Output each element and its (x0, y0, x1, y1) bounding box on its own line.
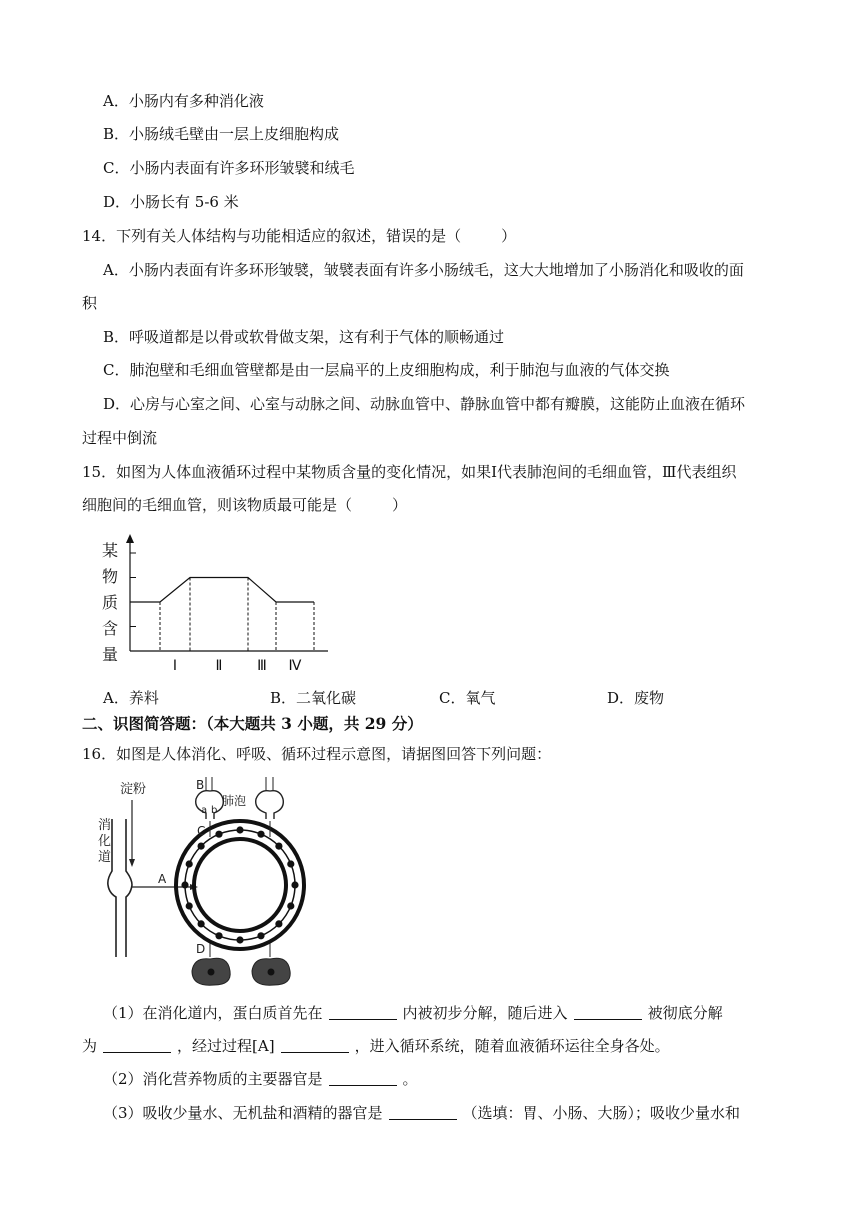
blood-cell (275, 843, 282, 850)
blood-cell (287, 860, 294, 867)
substance-curve (130, 578, 314, 603)
q13-option-b: B．小肠绒毛壁由一层上皮细胞构成 (103, 125, 340, 143)
segment-label: Ⅰ (172, 658, 178, 674)
y-label-char: 某 (102, 541, 119, 560)
tissue-nucleus-left (208, 969, 215, 976)
label-starch: 淀粉 (120, 782, 147, 797)
q15-option-a: A．养料 (103, 689, 159, 707)
y-label-char: 量 (102, 645, 119, 664)
label-a-small: a (201, 805, 208, 816)
blood-cell (236, 936, 243, 943)
label-c: C (197, 824, 206, 838)
answer-blank-2[interactable] (574, 1005, 642, 1020)
digestive-tract (108, 819, 132, 957)
blood-cell (186, 902, 193, 909)
q16-stem: 16．如图是人体消化、呼吸、循环过程示意图，请据图回答下列问题： (82, 745, 552, 763)
q15-stem: 15．如图为人体血液循环过程中某物质含量的变化情况，如果Ⅰ代表肺泡间的毛细血管，Ⅲ代表组织 (82, 463, 737, 481)
blood-cell (215, 932, 222, 939)
alveolus-right (256, 791, 284, 819)
label-tract-3: 道 (98, 850, 112, 865)
q14-stem: 14．下列有关人体结构与功能相适应的叙述，错误的是（ ） (82, 227, 517, 245)
y-label-char: 含 (102, 619, 119, 638)
q14-option-b: B．呼吸道都是以骨或软骨做支架，这有利于气体的顺畅通过 (103, 328, 505, 346)
label-alveolus: 肺泡 (222, 794, 247, 808)
label-b: B (196, 778, 205, 792)
q15-stem-cont: 细胞间的毛细血管，则该物质最可能是（ ） (82, 496, 408, 514)
segment-labels (173, 658, 302, 674)
tissue-nucleus-right (268, 969, 275, 976)
y-axis-label (102, 541, 118, 664)
q14-option-d: D．心房与心室之间、心室与动脉之间、动脉血管中、静脉血管中都有瓣膜，这能防止血液在循环 (103, 395, 746, 413)
answer-blank-3[interactable] (103, 1038, 171, 1053)
segment-label: Ⅲ (257, 658, 267, 674)
answer-blank-5[interactable] (329, 1071, 397, 1086)
segment-dividers (160, 578, 314, 652)
label-a: A (158, 872, 167, 886)
q15-option-b: B．二氧化碳 (270, 689, 357, 707)
blood-cells (181, 826, 298, 943)
q16-part1: （1）在消化道内，蛋白质首先在 内被初步分解，随后进入 被彻底分解 (103, 1004, 723, 1022)
blood-cell (236, 826, 243, 833)
answer-blank-6[interactable] (389, 1105, 457, 1120)
section-heading: 二、识图简答题：（本大题共 3 小题，共 29 分） (82, 714, 423, 733)
blood-cell (186, 860, 193, 867)
y-ticks (130, 553, 136, 627)
blood-cell (287, 902, 294, 909)
segment-label: Ⅳ (288, 658, 302, 674)
q13-option-a: A．小肠内有多种消化液 (103, 92, 264, 110)
blood-cell (215, 831, 222, 838)
blood-cell (198, 843, 205, 850)
answer-blank-1[interactable] (329, 1005, 397, 1020)
answer-blank-4[interactable] (281, 1038, 349, 1053)
label-d: D (196, 942, 206, 956)
blood-cell (257, 932, 264, 939)
q14-option-a-cont: 积 (82, 294, 98, 312)
blood-cell (291, 881, 298, 888)
segment-label: Ⅱ (215, 658, 223, 674)
q14-option-a: A．小肠内表面有许多环形皱襞，皱襞表面有许多小肠绒毛，这大大地增加了小肠消化和吸收的面 (103, 261, 744, 279)
substance-chart (96, 528, 336, 676)
q14-option-c: C．肺泡壁和毛细血管壁都是由一层扁平的上皮细胞构成，利于肺泡与血液的气体交换 (103, 361, 670, 379)
circulation-ring-inner (194, 839, 286, 931)
q13-option-d: D．小肠长有 5-6 米 (103, 193, 239, 211)
q16-part3: （3）吸收少量水、无机盐和酒精的器官是 （选填：胃、小肠、大肠）；吸收少量水和 (103, 1104, 741, 1122)
q15-option-c: C．氧气 (439, 689, 496, 707)
blood-cell (181, 881, 188, 888)
blood-cell (257, 831, 264, 838)
q13-option-c: C．小肠内表面有许多环形皱襞和绒毛 (103, 159, 355, 177)
blood-cell (198, 920, 205, 927)
circulation-diagram (98, 775, 308, 987)
q14-option-d-cont: 过程中倒流 (82, 429, 158, 447)
q15-option-d: D．废物 (607, 689, 665, 707)
q16-part2: （2）消化营养物质的主要器官是 。 (103, 1070, 418, 1088)
alveolus-left (196, 791, 224, 819)
label-tract-1: 消 (98, 818, 112, 833)
q16-part1-cont: 为 ，经过过程[A] ，进入循环系统，随着血液循环运往全身各处。 (82, 1037, 670, 1055)
y-axis-arrow (126, 534, 134, 543)
y-label-char: 物 (102, 567, 119, 586)
starch-arrow-head (129, 859, 135, 867)
blood-cell (275, 920, 282, 927)
y-label-char: 质 (102, 593, 119, 612)
label-tract-2: 化 (98, 834, 112, 849)
label-b-small: b (211, 805, 218, 816)
